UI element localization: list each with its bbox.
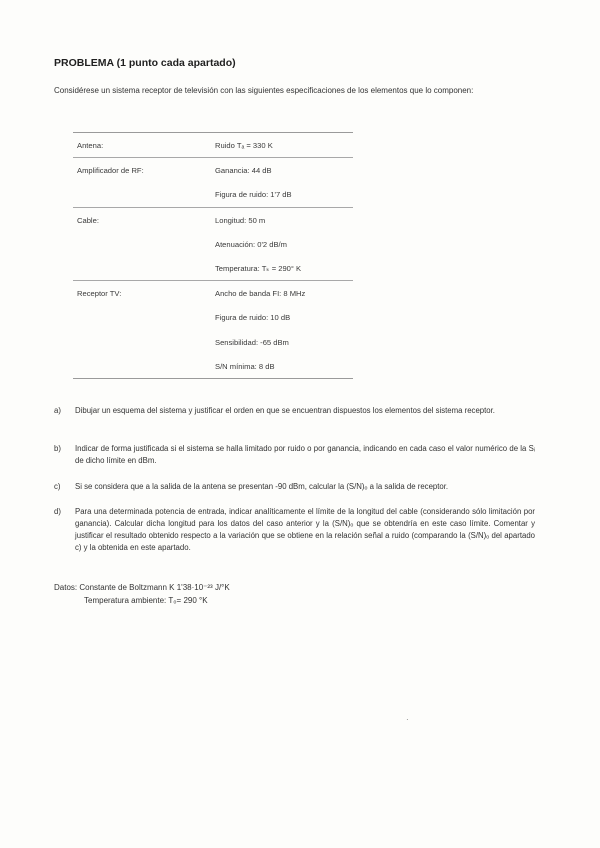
question-tag: c) [54, 482, 61, 491]
spec-row [73, 182, 353, 206]
spec-row [73, 280, 353, 305]
spec-value: Figura de ruido: 1'7 dB [215, 190, 292, 200]
spec-label: Amplificador de RF: [77, 166, 144, 176]
spec-value: Ganancia: 44 dB [215, 166, 272, 176]
spec-row [73, 207, 353, 232]
datos-block [54, 581, 230, 607]
spec-row [73, 330, 353, 354]
question-text: Si se considera que a la salida de la antena se presentan -90 dBm, calcular la (S/N)ₒ a la salida de receptor. [75, 482, 449, 491]
question-tag: a) [54, 406, 61, 415]
spec-row [73, 232, 353, 256]
spec-value: Atenuación: 0'2 dB/m [215, 239, 287, 249]
spec-row [73, 157, 353, 182]
question-tag: b) [54, 444, 61, 453]
spec-value: S/N mínima: 8 dB [215, 361, 275, 371]
spec-row [73, 133, 353, 157]
question-tag: d) [54, 507, 61, 516]
spec-row [73, 256, 353, 280]
spec-value: Longitud: 50 m [215, 215, 266, 225]
spec-label: Receptor TV: [77, 289, 122, 299]
spec-row [73, 305, 353, 329]
spec-value: Sensibilidad: -65 dBm [215, 337, 289, 347]
datos-line-boltzmann: Datos: Constante de Boltzmann K 1'38·10⁻²³ J/°K [54, 583, 230, 592]
spec-table [73, 132, 353, 379]
spec-value: Figura de ruido: 10 dB [215, 313, 291, 323]
datos-line-temperature: Temperatura ambiente: T₀= 290 °K [84, 596, 208, 605]
question-text: Para una determinada potencia de entrada, indicar analíticamente el límite de la longitud del cable (considerando sólo limitación por ganancia). Calcular dicha longitud para los datos del caso anterior y la (S/N)ₒ que se obtendría en este caso límite. Comentar y justificar el resultado obtenido respecto a la variación que se obtiene en la relación señal a ruido (comparando la (S/N)ₒ del apartado c) y la obtenida en este apartado. [75, 507, 535, 552]
question-text: Dibujar un esquema del sistema y justificar el orden en que se encuentran dispuestos los elementos del sistema receptor. [75, 406, 495, 415]
spec-label: Cable: [77, 215, 99, 225]
spec-value: Temperatura: Tₖ = 290° K [215, 263, 302, 273]
problem-title: PROBLEMA (1 punto cada apartado) [54, 57, 236, 69]
spec-value: Ancho de banda FI: 8 MHz [215, 289, 306, 299]
question-text: Indicar de forma justificada si el sistema se halla limitado por ruido o por ganancia, indicando en cada caso el valor numérico de la Sᵢ de dicho límite en dBm. [75, 444, 535, 465]
spec-value: Ruido Tₐ = 330 K [215, 141, 273, 150]
stray-mark: · [406, 715, 409, 724]
spec-label: Antena: [77, 141, 104, 150]
intro-paragraph: Considérese un sistema receptor de televisión con las siguientes especificaciones de los elementos que lo componen: [54, 86, 474, 95]
spec-row [73, 354, 353, 378]
